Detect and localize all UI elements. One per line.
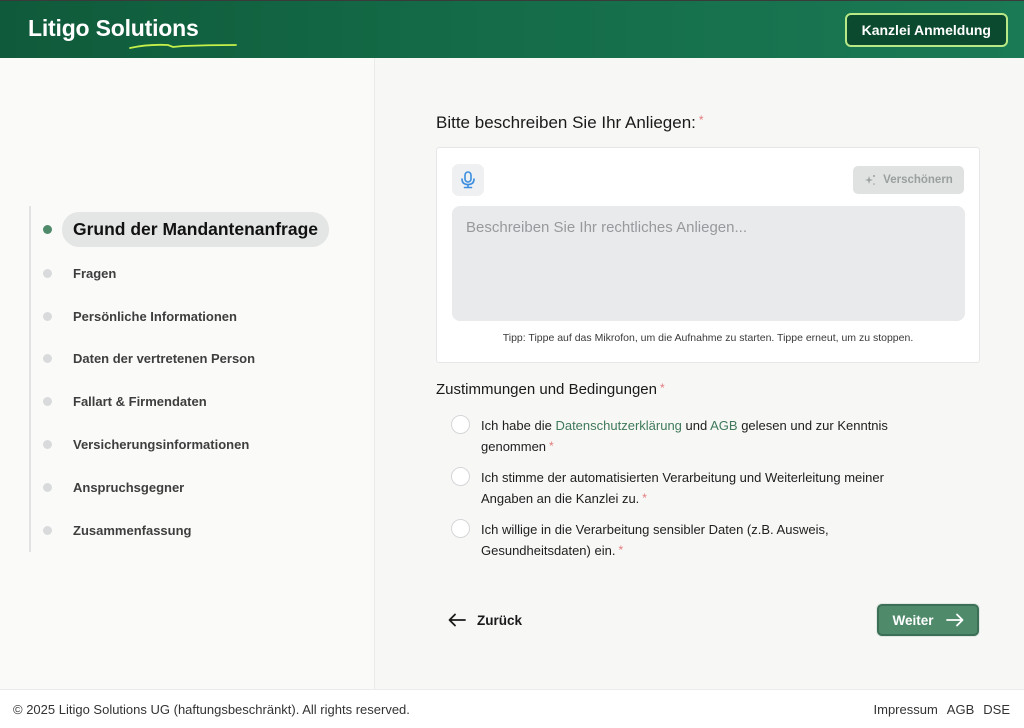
beautify-label: Verschönern bbox=[883, 174, 953, 186]
consent-text-body: Ich willige in die Verarbeitung sensibler Daten (z.B. Ausweis, Gesundheitsdaten) ein. bbox=[481, 522, 829, 558]
next-label: Weiter bbox=[892, 612, 934, 628]
step-dot-icon bbox=[43, 483, 52, 492]
step-label: Daten der vertretenen Person bbox=[73, 351, 256, 367]
step-fallart-firmendaten[interactable] bbox=[31, 380, 349, 423]
step-persoenliche-informationen[interactable] bbox=[31, 295, 349, 338]
next-button[interactable] bbox=[877, 604, 979, 636]
footer-links bbox=[874, 702, 1011, 717]
consent-text bbox=[481, 467, 921, 509]
logo-underline-icon bbox=[128, 41, 238, 51]
consent-automated-processing bbox=[451, 467, 921, 509]
page-footer bbox=[0, 689, 1024, 728]
agb-link[interactable]: AGB bbox=[710, 418, 738, 433]
footer-link-agb[interactable]: AGB bbox=[946, 701, 975, 717]
step-label: Grund der Mandantenanfrage bbox=[62, 212, 329, 247]
step-label: Versicherungsinformationen bbox=[73, 437, 250, 453]
sparkle-icon bbox=[864, 174, 876, 186]
step-daten-der-vertretenen-person[interactable] bbox=[31, 338, 349, 381]
required-marker: * bbox=[618, 543, 624, 557]
required-marker: * bbox=[549, 439, 554, 453]
step-dot-icon bbox=[43, 397, 52, 406]
step-label: Fragen bbox=[73, 265, 117, 281]
step-label: Persönliche Informationen bbox=[73, 308, 237, 324]
consent-checkbox-processing[interactable] bbox=[451, 467, 470, 486]
consent-privacy-terms bbox=[451, 415, 921, 457]
consent-title-text: Zustimmungen und Bedingungen bbox=[436, 381, 657, 398]
microphone-tip: Tipp: Tippe auf das Mikrofon, um die Aufnahme zu starten. Tippe erneut, um zu stoppen. bbox=[502, 332, 914, 344]
required-marker: * bbox=[642, 491, 647, 505]
kanzlei-login-button[interactable]: Kanzlei Anmeldung bbox=[845, 13, 1008, 47]
consent-text-prefix: Ich habe die bbox=[481, 418, 556, 433]
step-dot-icon bbox=[43, 526, 52, 535]
consent-checkbox-privacy[interactable] bbox=[451, 415, 470, 434]
step-versicherungsinformationen[interactable] bbox=[31, 423, 349, 466]
form-main bbox=[376, 58, 1024, 689]
step-grund-der-mandantenanfrage[interactable] bbox=[31, 206, 349, 252]
consent-text bbox=[481, 415, 921, 457]
step-anspruchsgegner[interactable] bbox=[31, 466, 349, 509]
step-sidebar bbox=[0, 58, 375, 689]
back-label: Zurück bbox=[477, 612, 523, 628]
arrow-left-icon bbox=[448, 613, 466, 627]
logo[interactable] bbox=[28, 15, 199, 42]
consent-text-body: Ich stimme der automatisierten Verarbeitung und Weiterleitung meiner Angaben an die Kanzlei zu. bbox=[481, 470, 884, 506]
consent-sensitive-data bbox=[451, 519, 921, 561]
step-zusammenfassung[interactable] bbox=[31, 509, 349, 552]
arrow-right-icon bbox=[946, 613, 964, 627]
microphone-button[interactable] bbox=[452, 164, 484, 196]
footer-link-dse[interactable]: DSE bbox=[983, 701, 1010, 717]
consent-section-title bbox=[436, 381, 665, 398]
required-marker: * bbox=[698, 113, 704, 127]
copyright-text: © 2025 Litigo Solutions UG (haftungsbeschränkt). All rights reserved. bbox=[13, 701, 410, 717]
consent-text bbox=[481, 519, 921, 561]
step-fragen[interactable] bbox=[31, 252, 349, 295]
step-list bbox=[29, 206, 349, 552]
back-button[interactable] bbox=[448, 608, 522, 632]
consent-text-middle: und bbox=[681, 418, 711, 433]
step-dot-icon bbox=[43, 440, 52, 449]
consent-checkbox-sensitive[interactable] bbox=[451, 519, 470, 538]
privacy-policy-link[interactable]: Datenschutzerklärung bbox=[555, 418, 682, 433]
step-label: Anspruchsgegner bbox=[73, 479, 185, 495]
step-dot-icon bbox=[43, 312, 52, 321]
step-dot-icon bbox=[43, 269, 52, 278]
footer-link-impressum[interactable]: Impressum bbox=[873, 701, 938, 717]
step-label: Fallart & Firmendaten bbox=[73, 394, 207, 410]
step-label: Zusammenfassung bbox=[73, 522, 192, 538]
top-header bbox=[0, 0, 1024, 58]
beautify-button[interactable] bbox=[853, 166, 964, 194]
description-textarea[interactable] bbox=[452, 206, 965, 321]
description-card bbox=[436, 147, 980, 363]
required-marker: * bbox=[660, 381, 665, 395]
step-dot-icon bbox=[43, 354, 52, 363]
question-label-text: Bitte beschreiben Sie Ihr Anliegen: bbox=[436, 113, 696, 132]
microphone-icon bbox=[460, 171, 476, 189]
logo-text: Litigo Solutions bbox=[28, 15, 199, 41]
consent-text-suffix: gelesen und zur Kenntnis genommen bbox=[481, 418, 888, 454]
step-active-dot-icon bbox=[43, 225, 52, 234]
question-label bbox=[436, 113, 704, 133]
